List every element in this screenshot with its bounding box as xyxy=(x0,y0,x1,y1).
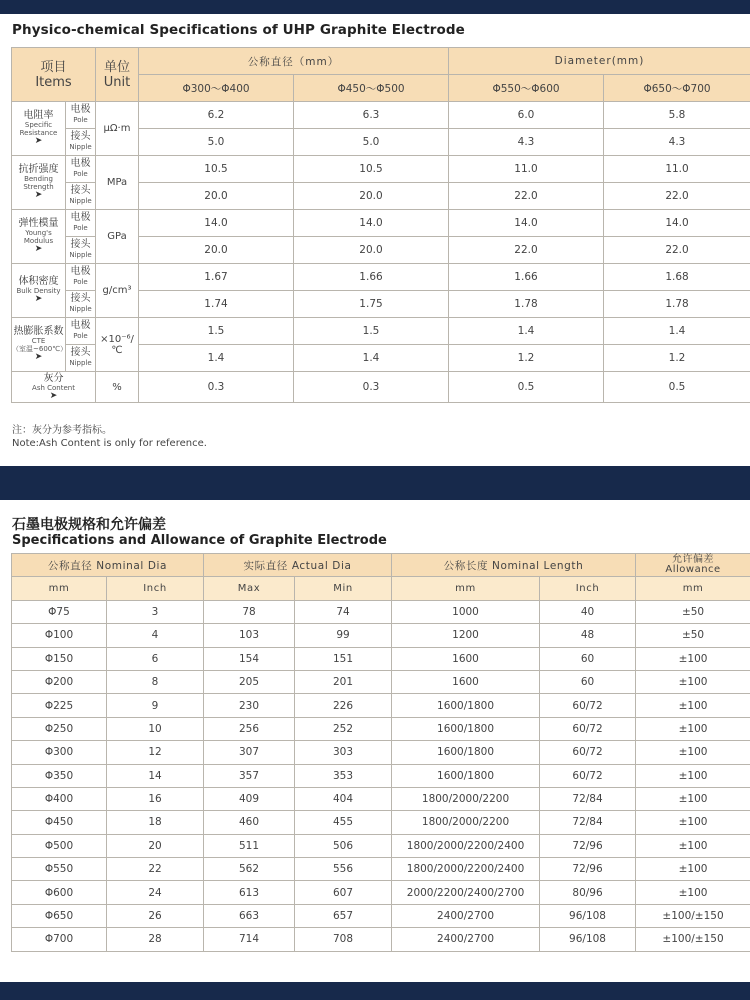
table-cell: 26 xyxy=(107,904,204,927)
table-cell: 2000/2200/2400/2700 xyxy=(392,881,540,904)
table-cell: 40 xyxy=(540,600,636,623)
table-cell: 151 xyxy=(295,647,392,670)
table-cell: 1600/1800 xyxy=(392,741,540,764)
table-cell: 3 xyxy=(107,600,204,623)
value-cell: 1.4 xyxy=(139,345,294,372)
section2-title-en: Specifications and Allowance of Graphite Electrode xyxy=(12,533,387,548)
table-cell: 22 xyxy=(107,858,204,881)
table-cell: 353 xyxy=(295,764,392,787)
property-row xyxy=(12,318,750,345)
value-cell: 0.3 xyxy=(139,372,294,403)
table-cell: ±100 xyxy=(636,670,750,693)
property-name-zh: 抗折强度 xyxy=(18,164,59,175)
property-name xyxy=(12,264,66,318)
ash-name-en: Ash Content xyxy=(32,383,75,392)
range-header: Φ450～Φ500 xyxy=(294,75,449,102)
unit-cell: MPa xyxy=(96,156,139,210)
table-cell: 6 xyxy=(107,647,204,670)
value-cell: 4.3 xyxy=(604,129,750,156)
pole-label-zh: 电极 xyxy=(70,266,91,277)
table-cell: Φ550 xyxy=(12,858,107,881)
pole-label xyxy=(66,102,96,129)
nipple-label xyxy=(66,237,96,264)
table-cell: 506 xyxy=(295,834,392,857)
pole-label-zh: 电极 xyxy=(70,320,91,331)
table-row xyxy=(12,928,750,951)
table-cell: 460 xyxy=(204,811,295,834)
unit-cell: g/cm³ xyxy=(96,264,139,318)
arrow-icon: ➤ xyxy=(34,244,43,254)
table-cell: Φ100 xyxy=(12,624,107,647)
table-row xyxy=(12,858,750,881)
property-name-extra: （室温~600℃） xyxy=(12,345,68,353)
arrow-icon: ➤ xyxy=(34,190,43,200)
value-cell: 22.0 xyxy=(604,237,750,264)
nipple-label xyxy=(66,291,96,318)
table-row xyxy=(12,881,750,904)
table-cell: 256 xyxy=(204,717,295,740)
pole-label-en: Pole xyxy=(73,224,88,232)
arrow-icon: ➤ xyxy=(34,352,43,362)
table-cell: 20 xyxy=(107,834,204,857)
property-name-zh: 体积密度 xyxy=(18,276,59,287)
value-cell: 1.4 xyxy=(604,318,750,345)
table-cell: ±100 xyxy=(636,834,750,857)
value-cell: 0.3 xyxy=(294,372,449,403)
table-cell: Φ75 xyxy=(12,600,107,623)
nominal-length-header: 公称长度 Nominal Length xyxy=(392,554,636,577)
table-cell: Φ400 xyxy=(12,787,107,810)
table-cell: ±50 xyxy=(636,624,750,647)
property-row xyxy=(12,210,750,237)
table-cell: ±100 xyxy=(636,647,750,670)
pole-label-zh: 电极 xyxy=(70,158,91,169)
subheader-cell: Max xyxy=(204,577,295,600)
table-cell: ±100 xyxy=(636,694,750,717)
nipple-label-zh: 接头 xyxy=(70,239,91,250)
nipple-label xyxy=(66,183,96,210)
property-name xyxy=(12,102,66,156)
pole-label-zh: 电极 xyxy=(70,104,91,115)
table-cell: 556 xyxy=(295,858,392,881)
table-cell: 2400/2700 xyxy=(392,904,540,927)
table-cell: 1600/1800 xyxy=(392,764,540,787)
table-cell: ±100 xyxy=(636,858,750,881)
table-cell: Φ225 xyxy=(12,694,107,717)
allowance-header: 允许偏差 Allowance xyxy=(636,554,750,577)
table-cell: Φ150 xyxy=(12,647,107,670)
table-cell: 1000 xyxy=(392,600,540,623)
property-name xyxy=(12,156,66,210)
table-cell: 96/108 xyxy=(540,904,636,927)
value-cell: 1.5 xyxy=(294,318,449,345)
table-cell: 72/96 xyxy=(540,858,636,881)
unit-cell: GPa xyxy=(96,210,139,264)
table-cell: 60/72 xyxy=(540,764,636,787)
table-cell: 1600 xyxy=(392,647,540,670)
table-cell: 60 xyxy=(540,670,636,693)
subheader-cell: Inch xyxy=(107,577,204,600)
property-name xyxy=(12,210,66,264)
arrow-icon: ➤ xyxy=(49,390,58,401)
table-cell: 562 xyxy=(204,858,295,881)
pole-label xyxy=(66,318,96,345)
range-header: Φ650～Φ700 xyxy=(604,75,750,102)
value-cell: 1.2 xyxy=(604,345,750,372)
subheader-cell: mm xyxy=(636,577,750,600)
value-cell: 1.75 xyxy=(294,291,449,318)
table-cell: Φ250 xyxy=(12,717,107,740)
value-cell: 22.0 xyxy=(604,183,750,210)
property-name-zh: 弹性模量 xyxy=(18,218,59,229)
unit-cell: μΩ·m xyxy=(96,102,139,156)
value-cell: 22.0 xyxy=(449,183,604,210)
value-cell: 1.78 xyxy=(449,291,604,318)
table-cell: 2400/2700 xyxy=(392,928,540,951)
table-row xyxy=(12,764,750,787)
subheader-cell: Min xyxy=(295,577,392,600)
property-name-zh: 热膨胀系数 xyxy=(13,326,64,337)
section2-title-zh: 石墨电极规格和允许偏差 xyxy=(12,517,166,533)
table-cell: 18 xyxy=(107,811,204,834)
arrow-icon: ➤ xyxy=(34,136,43,146)
nipple-label-zh: 接头 xyxy=(70,293,91,304)
pole-label-en: Pole xyxy=(73,116,88,124)
table-cell: 8 xyxy=(107,670,204,693)
table-cell: 28 xyxy=(107,928,204,951)
table-cell: 201 xyxy=(295,670,392,693)
table-cell: 154 xyxy=(204,647,295,670)
nipple-label-en: Nipple xyxy=(69,305,92,313)
nominal-dia-header: 公称直径 Nominal Dia xyxy=(12,554,204,577)
table-cell: ±100 xyxy=(636,764,750,787)
table-cell: 307 xyxy=(204,741,295,764)
value-cell: 14.0 xyxy=(139,210,294,237)
items-header: 项目 Items xyxy=(12,48,96,102)
unit-cell: % xyxy=(96,372,139,403)
pole-label xyxy=(66,210,96,237)
table-cell: 613 xyxy=(204,881,295,904)
table-cell: 455 xyxy=(295,811,392,834)
value-cell: 1.78 xyxy=(604,291,750,318)
nipple-label-en: Nipple xyxy=(69,251,92,259)
table-cell: 60/72 xyxy=(540,741,636,764)
table-cell: 16 xyxy=(107,787,204,810)
value-cell: 14.0 xyxy=(604,210,750,237)
nipple-label-zh: 接头 xyxy=(70,185,91,196)
nipple-label-en: Nipple xyxy=(69,143,92,151)
physico-chemical-panel xyxy=(0,14,750,466)
table-cell: 1800/2000/2200 xyxy=(392,787,540,810)
value-cell: 14.0 xyxy=(294,210,449,237)
ash-name-zh: 灰分 xyxy=(43,372,64,384)
table-cell: Φ600 xyxy=(12,881,107,904)
nipple-label-zh: 接头 xyxy=(70,131,91,142)
specifications-table xyxy=(11,553,750,952)
table-cell: ±100/±150 xyxy=(636,904,750,927)
pole-label-zh: 电极 xyxy=(70,212,91,223)
table-cell: 74 xyxy=(295,600,392,623)
table-cell: 60/72 xyxy=(540,717,636,740)
table-cell: 78 xyxy=(204,600,295,623)
property-name-en: Bulk Density xyxy=(16,287,61,295)
table-row xyxy=(12,787,750,810)
nipple-label xyxy=(66,345,96,372)
value-cell: 20.0 xyxy=(294,183,449,210)
value-cell: 11.0 xyxy=(604,156,750,183)
table-cell: Φ350 xyxy=(12,764,107,787)
table-cell: 657 xyxy=(295,904,392,927)
table-cell: ±100 xyxy=(636,811,750,834)
table-cell: 4 xyxy=(107,624,204,647)
table-cell: 357 xyxy=(204,764,295,787)
value-cell: 1.5 xyxy=(139,318,294,345)
property-name-zh: 电阻率 xyxy=(23,110,54,121)
range-header: Φ300～Φ400 xyxy=(139,75,294,102)
table-cell: 1800/2000/2200/2400 xyxy=(392,858,540,881)
table-cell: ±100/±150 xyxy=(636,928,750,951)
table-cell: 72/84 xyxy=(540,787,636,810)
physico-chemical-table xyxy=(11,47,750,403)
table-cell: 1600/1800 xyxy=(392,694,540,717)
subheader-cell: Inch xyxy=(540,577,636,600)
note-zh: 注：灰分为参考指标。 xyxy=(12,425,112,436)
property-name xyxy=(12,318,66,372)
section1-title: Physico-chemical Specifications of UHP Graphite Electrode xyxy=(12,22,465,38)
value-cell: 6.0 xyxy=(449,102,604,129)
table-cell: 14 xyxy=(107,764,204,787)
ash-row xyxy=(12,372,750,403)
value-cell: 1.4 xyxy=(449,318,604,345)
table-cell: 226 xyxy=(295,694,392,717)
value-cell: 20.0 xyxy=(139,237,294,264)
nipple-label-en: Nipple xyxy=(69,359,92,367)
property-name-en: CTE xyxy=(31,337,46,345)
property-name-en: Young's Modulus xyxy=(23,229,54,245)
table-cell: ±50 xyxy=(636,600,750,623)
pole-label xyxy=(66,264,96,291)
table-cell: 511 xyxy=(204,834,295,857)
table-cell: 409 xyxy=(204,787,295,810)
table-cell: 99 xyxy=(295,624,392,647)
table-cell: Φ650 xyxy=(12,904,107,927)
table-row xyxy=(12,834,750,857)
table-row xyxy=(12,741,750,764)
specifications-panel xyxy=(0,500,750,982)
table-cell: 663 xyxy=(204,904,295,927)
value-cell: 14.0 xyxy=(449,210,604,237)
table-cell: ±100 xyxy=(636,717,750,740)
value-cell: 1.68 xyxy=(604,264,750,291)
table-cell: 10 xyxy=(107,717,204,740)
nipple-label-zh: 接头 xyxy=(70,347,91,358)
table-cell: 72/84 xyxy=(540,811,636,834)
value-cell: 5.0 xyxy=(294,129,449,156)
property-row xyxy=(12,264,750,291)
value-cell: 1.66 xyxy=(294,264,449,291)
table-cell: 252 xyxy=(295,717,392,740)
table-cell: 230 xyxy=(204,694,295,717)
actual-dia-header: 实际直径 Actual Dia xyxy=(204,554,392,577)
pole-label-en: Pole xyxy=(73,170,88,178)
value-cell: 1.74 xyxy=(139,291,294,318)
table-cell: ±100 xyxy=(636,787,750,810)
table-cell: 12 xyxy=(107,741,204,764)
value-cell: 10.5 xyxy=(139,156,294,183)
subheader-cell: mm xyxy=(392,577,540,600)
table-cell: 714 xyxy=(204,928,295,951)
value-cell: 20.0 xyxy=(139,183,294,210)
table-cell: 1800/2000/2200 xyxy=(392,811,540,834)
table-cell: 1800/2000/2200/2400 xyxy=(392,834,540,857)
property-row xyxy=(12,156,750,183)
property-row xyxy=(12,102,750,129)
table-cell: 60/72 xyxy=(540,694,636,717)
value-cell: 20.0 xyxy=(294,237,449,264)
table-row xyxy=(12,694,750,717)
table-cell: Φ450 xyxy=(12,811,107,834)
value-cell: 22.0 xyxy=(449,237,604,264)
nominal-diameter-header: 公称直径（mm） xyxy=(139,48,449,75)
table-cell: 1600/1800 xyxy=(392,717,540,740)
table-row xyxy=(12,811,750,834)
table-row xyxy=(12,647,750,670)
table-cell: 1200 xyxy=(392,624,540,647)
table-row xyxy=(12,904,750,927)
table-cell: 72/96 xyxy=(540,834,636,857)
value-cell: 1.66 xyxy=(449,264,604,291)
table-cell: 48 xyxy=(540,624,636,647)
value-cell: 1.4 xyxy=(294,345,449,372)
property-name-en: Bending Strength xyxy=(23,175,54,191)
unit-cell: ×10⁻⁶/℃ xyxy=(96,318,139,372)
ash-name xyxy=(12,372,96,403)
pole-label xyxy=(66,156,96,183)
table-cell: Φ700 xyxy=(12,928,107,951)
table-row xyxy=(12,670,750,693)
reference-note xyxy=(12,424,207,450)
value-cell: 0.5 xyxy=(449,372,604,403)
diameter-header: Diameter(mm) xyxy=(449,48,750,75)
value-cell: 6.3 xyxy=(294,102,449,129)
pole-label-en: Pole xyxy=(73,278,88,286)
table-cell: 404 xyxy=(295,787,392,810)
note-en: Note:Ash Content is only for reference. xyxy=(12,438,207,449)
table-cell: ±100 xyxy=(636,881,750,904)
nipple-label xyxy=(66,129,96,156)
table-cell: Φ300 xyxy=(12,741,107,764)
value-cell: 0.5 xyxy=(604,372,750,403)
table-cell: 708 xyxy=(295,928,392,951)
value-cell: 11.0 xyxy=(449,156,604,183)
pole-label-en: Pole xyxy=(73,332,88,340)
value-cell: 10.5 xyxy=(294,156,449,183)
value-cell: 4.3 xyxy=(449,129,604,156)
arrow-icon: ➤ xyxy=(34,294,43,304)
table-cell: 80/96 xyxy=(540,881,636,904)
table-cell: 303 xyxy=(295,741,392,764)
property-name-en: Specific Resistance xyxy=(19,121,58,137)
nipple-label-en: Nipple xyxy=(69,197,92,205)
subheader-cell: mm xyxy=(12,577,107,600)
table-cell: 24 xyxy=(107,881,204,904)
table-cell: 60 xyxy=(540,647,636,670)
table-cell: 96/108 xyxy=(540,928,636,951)
table-cell: Φ200 xyxy=(12,670,107,693)
range-header: Φ550～Φ600 xyxy=(449,75,604,102)
table-row xyxy=(12,624,750,647)
table-cell: ±100 xyxy=(636,741,750,764)
value-cell: 1.67 xyxy=(139,264,294,291)
value-cell: 5.8 xyxy=(604,102,750,129)
table-cell: 607 xyxy=(295,881,392,904)
table-cell: 205 xyxy=(204,670,295,693)
value-cell: 6.2 xyxy=(139,102,294,129)
table-row xyxy=(12,600,750,623)
table-cell: Φ500 xyxy=(12,834,107,857)
table-row xyxy=(12,717,750,740)
table-cell: 9 xyxy=(107,694,204,717)
value-cell: 1.2 xyxy=(449,345,604,372)
table-cell: 103 xyxy=(204,624,295,647)
unit-header: 单位 Unit xyxy=(96,48,139,102)
table-cell: 1600 xyxy=(392,670,540,693)
value-cell: 5.0 xyxy=(139,129,294,156)
